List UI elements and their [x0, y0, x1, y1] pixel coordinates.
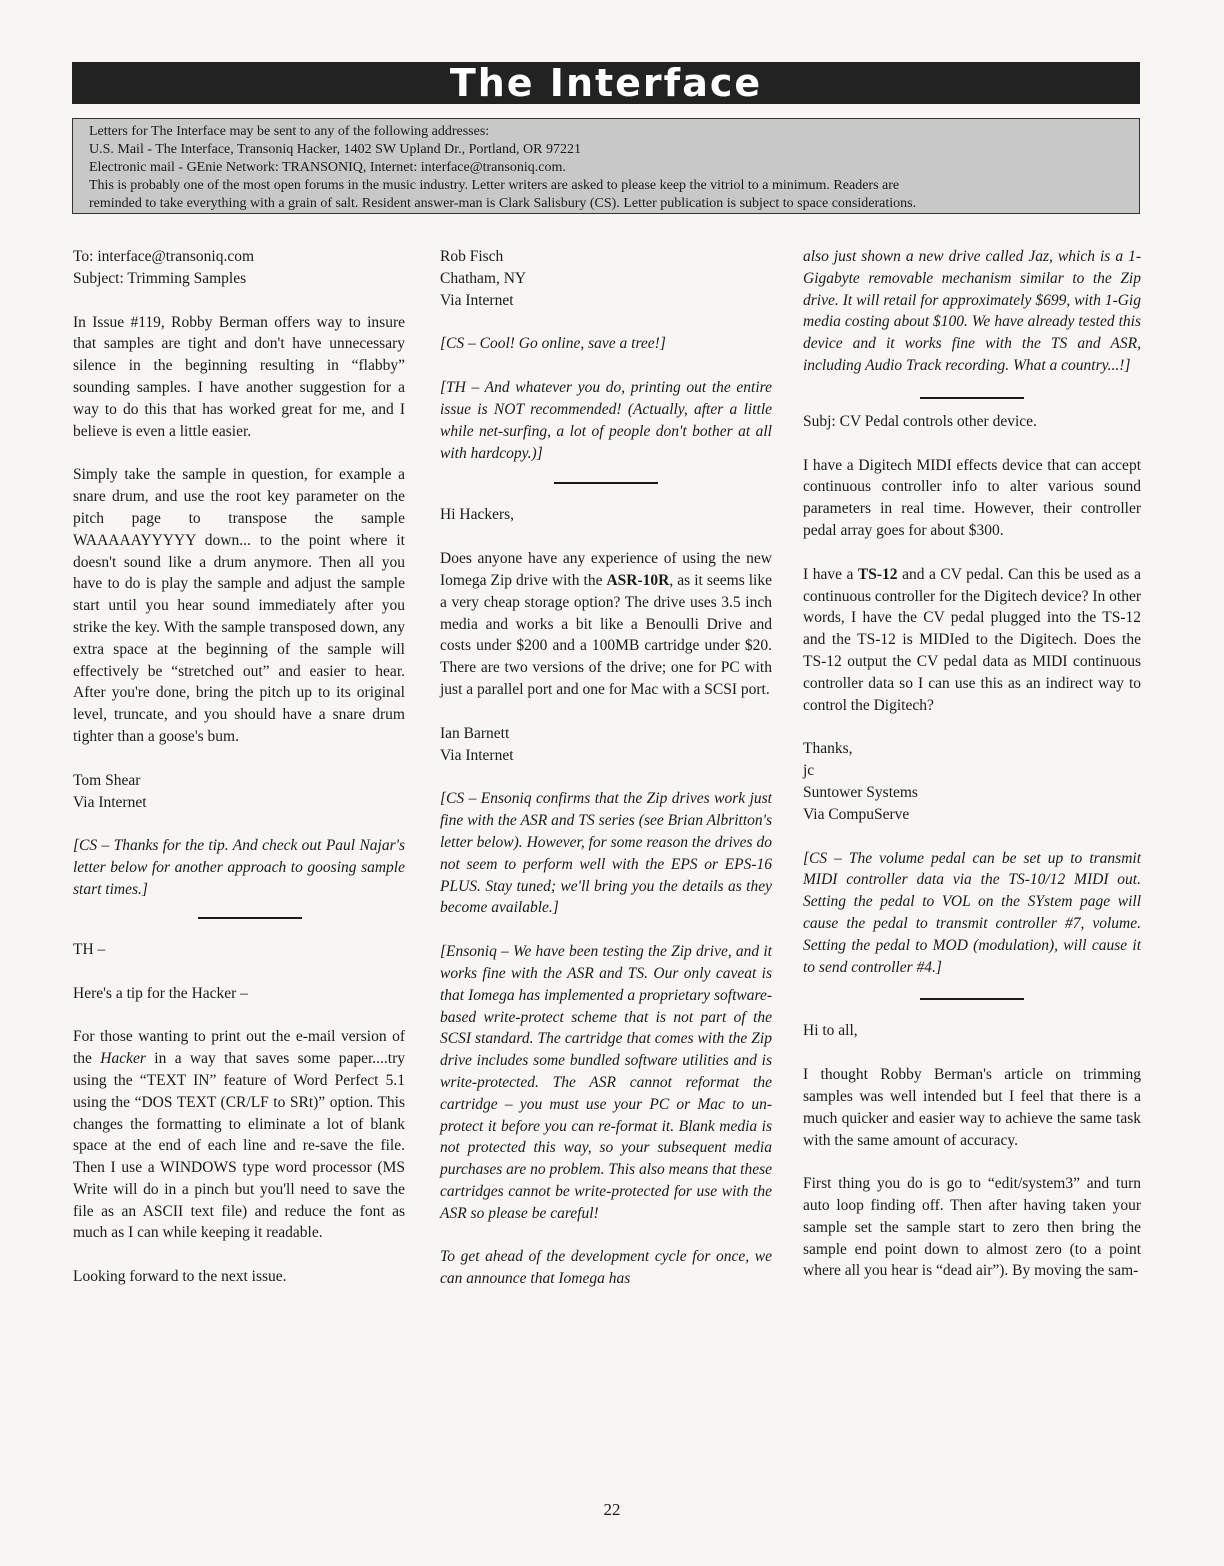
ensoniq-reply-continued: To get ahead of the development cycle for once, we can announce that Iomega has: [440, 1248, 772, 1288]
letter-paragraph: In Issue #119, Robby Berman offers way to insure that samples are tight and don't have unnecessary silence in the beginning resulting in “flabby” sounding samples. I have another suggestion for a way to do this that has worked great for me, and I believe is even a little easier.: [73, 313, 405, 440]
signature-via: Via Internet: [440, 746, 514, 764]
column-1: [73, 246, 405, 1310]
signature-org: Suntower Systems: [803, 783, 918, 801]
letter-subject: Subj: CV Pedal controls other device.: [803, 412, 1037, 430]
editor-reply: [CS – Cool! Go online, save a tree!]: [440, 335, 666, 353]
signature-via: Via CompuServe: [803, 805, 910, 823]
letter-paragraph: [440, 548, 772, 701]
column-2: [440, 246, 772, 1312]
text-run: and a CV pedal. Can this be used as a continuous controller for the Digitech device? In other words, I have the CV pedal plugged into the TS-12 and the TS-12 is MIDIed to the Digitech. Does the TS-12 output the CV pedal data as MIDI continuous controller data so I can use this as an indirect way to control the Digitech?: [803, 565, 1141, 714]
signature-via: Via Internet: [440, 291, 514, 309]
editor-reply: [CS – Thanks for the tip. And check out Paul Najar's letter below for another approach to goosing sample start times.]: [73, 837, 405, 898]
signature-name: Ian Barnett: [440, 724, 510, 742]
letter-signature: [803, 738, 1141, 825]
signature-via: Via Internet: [73, 793, 147, 811]
signature-name: Rob Fisch: [440, 248, 504, 265]
letter-paragraph: [73, 1026, 405, 1244]
letter-closing: Looking forward to the next issue.: [73, 1268, 287, 1286]
letter-paragraph: Here's a tip for the Hacker –: [73, 984, 248, 1002]
info-line-email: Electronic mail - GEnie Network: TRANSONIQ, Internet: interface@transoniq.com.: [89, 160, 566, 175]
info-line: reminded to take everything with a grain of salt. Resident answer-man is Clark Salisbury (CS). Letter publication is subject to space considerations.: [89, 196, 917, 211]
product-name: TS-12: [857, 565, 898, 583]
column-3: [803, 246, 1141, 1304]
info-line: This is probably one of the most open forums in the music industry. Letter writers are asked to please keep the vitriol to a minimum. Readers are: [89, 178, 900, 193]
section-divider: [554, 482, 658, 484]
letter-signature: [73, 770, 405, 814]
letter-greeting: Hi to all,: [803, 1022, 858, 1040]
editor-reply: [TH – And whatever you do, printing out the entire issue is NOT recommended! (Actually, after a little while net-surfing, a lot of people don't bother at all with hardcopy.)]: [440, 379, 772, 462]
section-title: The Interface: [449, 61, 763, 105]
info-line: Letters for The Interface may be sent to any of the following addresses:: [89, 124, 490, 139]
letter-paragraph: I have a Digitech MIDI effects device that can accept continuous controller info to alter various sound parameters in real time. However, their controller pedal array goes for about $300.: [803, 456, 1141, 539]
signature-thanks: Thanks,: [803, 740, 853, 758]
letter-paragraph: [803, 564, 1141, 717]
letter-to: To: interface@transoniq.com: [73, 248, 255, 265]
letter-paragraph: I thought Robby Berman's article on trimming samples was well intended but I feel that there is a much quicker and easier way to achieve the same task with the same amount of accuracy.: [803, 1066, 1141, 1149]
section-divider: [198, 917, 302, 919]
ensoniq-reply: [Ensoniq – We have been testing the Zip drive, and it works fine with the ASR and TS. Our only caveat is that Iomega has implemented a proprietary software-based write-protect scheme that is not part of the SCSI standard. The cartridge that comes with the Zip drive includes some bundled software utilities and is write-protected. The ASR cannot reformat the cartridge – you must use your PC or Mac to un-protect it before you can re-format it. Blank media is not protected this way, so your subsequent media purchases are no problem. This also means that these cartridges cannot be write-protected for use with the ASR so please be careful!: [440, 943, 772, 1222]
product-name: ASR-10R: [606, 571, 670, 589]
section-divider: [920, 397, 1024, 399]
letter-signature: [440, 723, 772, 767]
section-banner: [72, 62, 1140, 104]
editor-reply: [CS – Ensoniq confirms that the Zip drives work just fine with the ASR and TS series (see Brian Albritton's letter below). However, for some reason the drives do not seem to perform well with the EPS or EPS-16 PLUS. Stay tuned; we'll bring you the details as they become available.]: [440, 790, 772, 917]
text-run: in a way that saves some paper....try using the “TEXT IN” feature of Word Perfect 5.1 using the “DOS TEXT (CR/LF to SRt)” option. This changes the formatting to eliminate a lot of blank space at the end of each line and re-save the file. Then I use a WINDOWS type word processor (MS Write will do in a pinch but you'll need to save the file as an ASCII text file) and reduce the font as much as I can while keeping it readable.: [73, 1050, 406, 1242]
ensoniq-reply-continued: also just shown a new drive called Jaz, which is a 1-Gigabyte removable mechanism similar to the Zip drive. It will retail for approximately $699, with 1-Gig media costing about $100. We have already tested this device and it works fine with the TS and ASR, including Audio Track recording. What a country...!]: [803, 248, 1141, 374]
letter-greeting: TH –: [73, 940, 106, 958]
text-run: Does anyone have any experience of using the new Iomega Zip drive with the: [440, 550, 772, 589]
letter-header: [73, 246, 405, 290]
text-run: I have a: [803, 565, 858, 583]
signature-name: Tom Shear: [73, 771, 141, 789]
letter-greeting: Hi Hackers,: [440, 506, 515, 524]
letter-subject: Subject: Trimming Samples: [73, 269, 247, 287]
publication-name: Hacker: [100, 1050, 146, 1068]
page-number: 22: [603, 1500, 621, 1519]
editor-reply: [CS – The volume pedal can be set up to transmit MIDI controller data via the TS-10/12 MIDI out. Setting the pedal to VOL on the SYstem page will cause the pedal to transmit controller #7, volume. Setting the pedal to MOD (modulation), will cause it to send controller #4.]: [803, 849, 1141, 976]
letter-paragraph: First thing you do is go to “edit/system3” and turn auto loop finding off. Then after having taken your sample set the sample start to zero then bring the sample end point down to almost zero (to a point where all you hear is “dead air”). By moving the sam-: [803, 1175, 1141, 1280]
letter-signature: [440, 246, 772, 311]
letter-paragraph: Simply take the sample in question, for example a snare drum, and use the root key parameter on the pitch page to transpose the sample WAAAAAYYYYY down... to the point where it doesn't sound like a drum anymore. Then all you have to do is play the sample and adjust the sample start until you hear sound immediately after you strike the key. With the sample transposed down, any extra space at the beginning of the sample will effectively be “stretched out” and easier to hear. After you're done, bring the pitch up to its original level, truncate, and you should have a snare drum tighter than a goose's bum.: [73, 466, 405, 745]
signature-city: Chatham, NY: [440, 269, 527, 287]
text-run: For those wanting to print out the e-mail version of the: [73, 1028, 405, 1068]
submission-info-box: [72, 118, 1140, 214]
info-line-mail: U.S. Mail - The Interface, Transoniq Hacker, 1402 SW Upland Dr., Portland, OR 97221: [89, 142, 581, 157]
section-divider: [920, 998, 1024, 1000]
text-run: , as it seems like a very cheap storage option? The drive uses 3.5 inch media and works a bit like a Benoulli Drive and costs under $200 and a 100MB cartridge under $20. There are two versions of the drive; one for PC with just a parallel port and one for Mac with a SCSI port.: [440, 571, 772, 698]
signature-name: jc: [803, 762, 815, 780]
